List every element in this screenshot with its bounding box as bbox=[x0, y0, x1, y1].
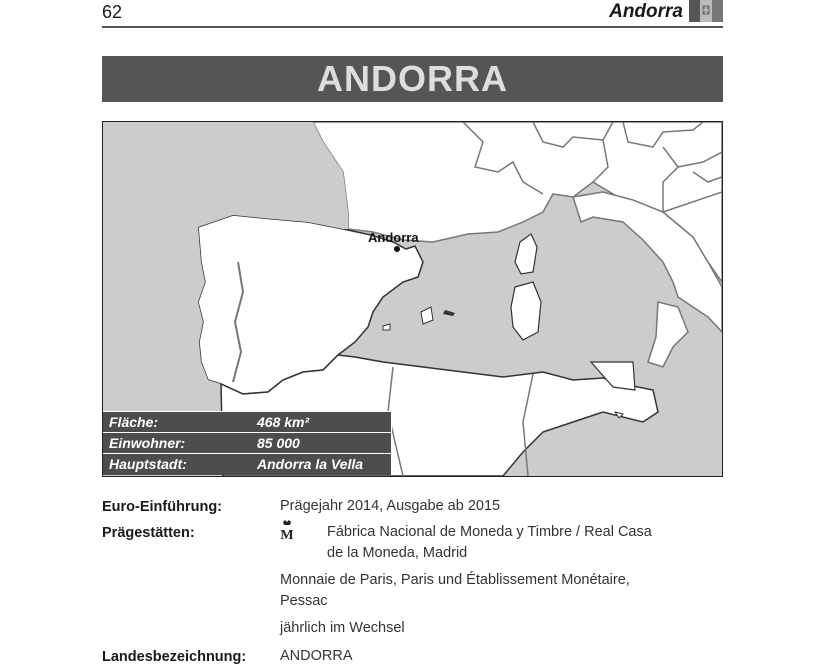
capital-map-label: Andorra bbox=[368, 230, 419, 245]
fact-value: Andorra la Vella bbox=[257, 456, 364, 472]
page-title: ANDORRA bbox=[317, 58, 508, 99]
madrid-mint-mark-icon bbox=[279, 520, 295, 542]
mint-paris-line-1: Monnaie de Paris, Paris und Établissement Monétaire, bbox=[280, 572, 630, 588]
running-title: Andorra bbox=[609, 1, 683, 22]
running-header bbox=[102, 0, 723, 28]
mints-label: Prägestätten: bbox=[102, 525, 195, 541]
andorra-flag-icon bbox=[689, 0, 723, 22]
mint-paris-line-2: Pessac bbox=[280, 593, 328, 609]
fact-value: 85 000 bbox=[257, 435, 300, 451]
fact-row-capital bbox=[103, 454, 391, 475]
country-name-label: Landesbezeichnung: bbox=[102, 649, 247, 664]
country-name-value: ANDORRA bbox=[280, 648, 353, 664]
fact-label: Hauptstadt: bbox=[109, 456, 187, 472]
facts-box bbox=[103, 411, 392, 475]
mint-madrid-line-2: de la Moneda, Madrid bbox=[327, 545, 468, 561]
mint-alternation-note: jährlich im Wechsel bbox=[280, 620, 405, 636]
mint-madrid-line-1: Fábrica Nacional de Moneda y Timbre / Real Casa bbox=[327, 524, 652, 540]
svg-text:M: M bbox=[280, 528, 294, 542]
capital-dot bbox=[394, 246, 400, 252]
fact-row-population bbox=[103, 433, 391, 454]
fact-value: 468 km² bbox=[257, 414, 310, 430]
euro-introduction-label: Euro-Einführung: bbox=[102, 499, 223, 515]
euro-introduction-value: Prägejahr 2014, Ausgabe ab 2015 bbox=[280, 498, 501, 514]
location-map bbox=[102, 121, 723, 477]
fact-label: Fläche: bbox=[109, 414, 159, 430]
fact-row-area bbox=[103, 412, 391, 433]
fact-label: Einwohner: bbox=[109, 435, 186, 451]
page-number: 62 bbox=[102, 2, 123, 22]
title-banner bbox=[102, 56, 723, 102]
